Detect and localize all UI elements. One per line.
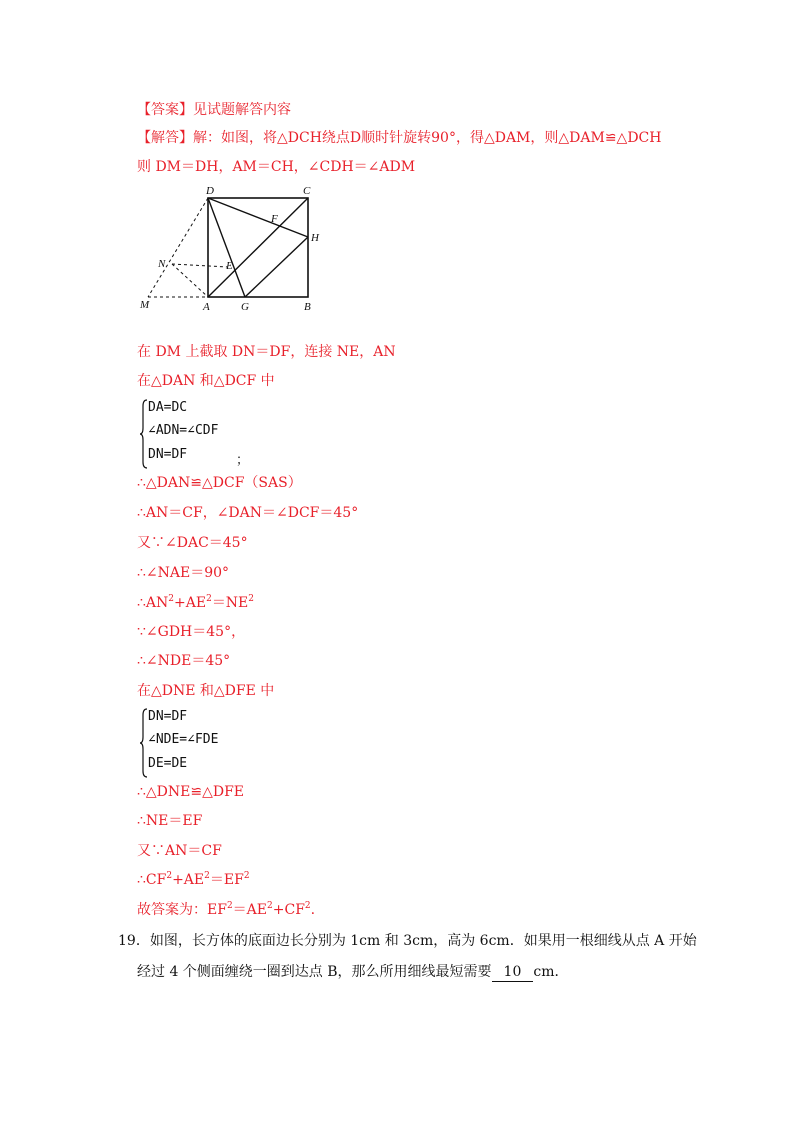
step-an-cf: 又∵AN＝CF [137, 843, 222, 859]
step-equal-angles: ∴AN＝CF，∠DAN＝∠DCF＝45° [137, 505, 359, 521]
final-mid2: +CF [272, 902, 305, 918]
pyth2-p1: 2 [166, 871, 173, 881]
label-n: N [158, 258, 166, 270]
question-text-1: 如图，长方体的底面边长分别为 1cm 和 3cm，高为 6cm．如果用一根细线从点 A 开始 [149, 933, 697, 949]
step-pythagoras-2 [137, 871, 250, 889]
pyth1-b: +AE [174, 595, 207, 611]
step-intercept: 在 DM 上截取 DN＝DF，连接 NE，AN [137, 344, 396, 360]
step-ne-ef: ∴NE＝EF [137, 813, 203, 829]
final-p1: 2 [226, 901, 233, 911]
solution-line [137, 129, 661, 147]
dashed-dm [148, 198, 208, 297]
segment-gh [245, 237, 308, 297]
system1-semicolon: ； [236, 453, 250, 468]
step-triangles-1: 在△DAN 和△DCF 中 [137, 373, 275, 389]
then-line: 则 DM＝DH，AM＝CH，∠CDH＝∠ADM [137, 159, 416, 175]
pyth2-b: +AE [172, 872, 205, 888]
final-mid: ＝AE [232, 902, 268, 918]
brace-icon [140, 398, 148, 470]
answer-blank: 10 [492, 963, 534, 982]
step-nae: ∴∠NAE＝90° [137, 565, 230, 581]
answer-line [137, 101, 291, 119]
answer-text: 见试题解答内容 [193, 102, 291, 118]
final-end: . [310, 902, 316, 918]
answer-bracket: 【答案】 [137, 102, 193, 118]
dashed-ne [172, 264, 228, 267]
label-a: A [203, 301, 210, 313]
solution-bracket: 【解答】 [137, 130, 193, 146]
step-congruent-2: ∴△DNE≌△DFE [137, 784, 245, 800]
step-triangles-2: 在△DNE 和△DFE 中 [137, 683, 275, 699]
geometry-figure [130, 180, 350, 320]
pyth2-c: ＝EF [209, 872, 244, 888]
pyth2-a: ∴CF [137, 872, 167, 888]
label-c: C [303, 185, 311, 197]
label-h: H [311, 232, 319, 244]
final-prefix: 故答案为：EF [137, 902, 227, 918]
question-number: 19． [118, 933, 150, 949]
step-pythagoras-1 [137, 594, 254, 612]
final-p3: 2 [304, 901, 311, 911]
label-g: G [241, 301, 249, 313]
segment-dg [208, 198, 245, 297]
solution-text: 解：如图，将△DCH绕点D顺时针旋转90°，得△DAM，则△DAM≌△DCH [193, 130, 662, 146]
system1-row2: ∠ADN=∠CDF [148, 423, 219, 438]
step-dac: 又∵∠DAC＝45° [137, 535, 248, 551]
pyth1-c: ＝NE [211, 595, 249, 611]
step-nde: ∴∠NDE＝45° [137, 653, 231, 669]
dashed-na [172, 264, 208, 297]
label-d: D [206, 185, 214, 197]
equation-system-1 [140, 398, 270, 470]
step-congruent-1: ∴△DAN≌△DCF（SAS） [137, 475, 302, 491]
final-p2: 2 [267, 901, 273, 911]
pyth1-p1: 2 [168, 594, 175, 604]
answer-unit: cm． [533, 964, 569, 980]
segment-dh [208, 198, 308, 237]
system1-row1: DA=DC [148, 400, 188, 415]
brace-icon [140, 707, 148, 779]
label-e: E [226, 260, 233, 272]
system2-row3: DE=DE [148, 756, 188, 771]
pyth1-p2: 2 [206, 594, 212, 604]
equation-system-2 [140, 707, 270, 779]
label-m: M [140, 299, 150, 311]
step-gdh: ∵∠GDH＝45°， [137, 624, 246, 640]
question-19-line2 [137, 963, 569, 982]
question-19-line1 [118, 932, 697, 950]
system2-row2: ∠NDE=∠FDE [148, 732, 219, 747]
label-b: B [304, 301, 311, 313]
final-answer-line [137, 901, 315, 919]
pyth2-p2: 2 [204, 871, 210, 881]
system1-row3: DN=DF [148, 447, 188, 462]
pyth2-p3: 2 [243, 871, 250, 881]
system2-row1: DN=DF [148, 709, 188, 724]
pyth1-a: ∴AN [137, 595, 169, 611]
question-text-2: 经过 4 个侧面缠绕一圈到达点 B，那么所用细线最短需要 [137, 964, 492, 980]
diagonal-ac [208, 198, 308, 297]
pyth1-p3: 2 [248, 594, 255, 604]
label-f: F [271, 213, 278, 225]
